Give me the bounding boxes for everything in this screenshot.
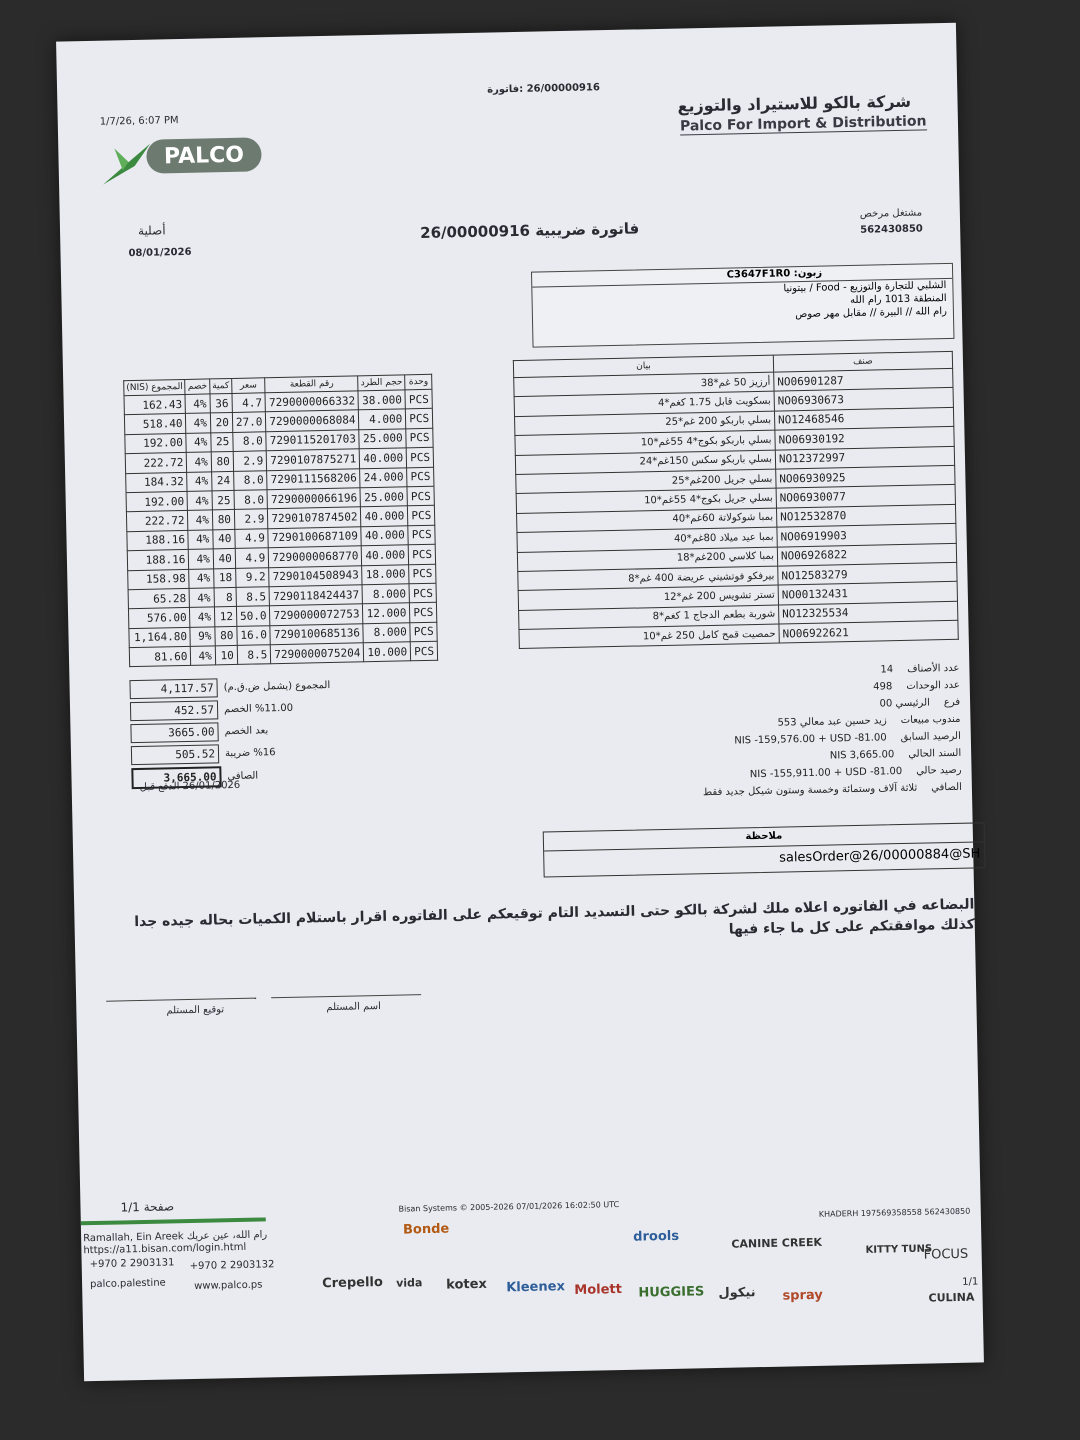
cell-item-code: NO12532870 [776, 504, 955, 527]
cell-description: تستر تشويس 200 غم*12 [518, 585, 778, 610]
totals-label: %11.00 الخصم [223, 702, 294, 716]
cell-barcode: 7290000075204 [271, 643, 364, 664]
brand-logo: drools [633, 1228, 680, 1245]
cell-pack: 10.000 [364, 642, 411, 662]
cell-total: 222.72 [126, 511, 188, 532]
cell-item-code: NO12583279 [778, 562, 957, 585]
cell-pack: 18.000 [362, 564, 409, 584]
cell-price: 4.7 [232, 393, 266, 413]
brand-logo: vida [396, 1276, 423, 1290]
footer-address: Ramallah, Ein Areek رام الله، عين عريك [83, 1229, 268, 1245]
top-invoice-ref: 26/00000916 :فاتورة [487, 82, 600, 96]
cell-description: بمبا كلاسي 200غم*18 [517, 547, 777, 572]
cell-barcode: 7290107875271 [267, 449, 360, 470]
cell-item-code: NO06930673 [774, 388, 953, 411]
cell-total: 184.32 [126, 472, 188, 493]
cell-qty: 18 [213, 568, 235, 588]
cell-barcode: 7290100685136 [270, 623, 363, 644]
cell-qty: 40 [213, 549, 235, 569]
footer-web[interactable]: www.palco.ps [194, 1279, 263, 1292]
brand-logo: نيكول [718, 1285, 756, 1301]
cell-total: 188.16 [127, 550, 189, 571]
declaration-text: البضاعه في الفاتوره اعلاه ملك لشركة بالكو حتى التسديد التام توقيعكم على الفاتوره اقرار باستلام الكميات بحاله جيده جدا كذلك موافقتكم على كل ما جاء فيها [134, 896, 975, 938]
cell-description: بسلي باربكو بكوج*4 55غم*10 [515, 430, 775, 455]
cell-disc: 4% [187, 452, 212, 472]
col-price: سعر [232, 378, 266, 394]
totals-label: بعد الخصم [224, 725, 269, 738]
cell-item-code: NO06930077 [776, 485, 955, 508]
cell-description: بسكويت قابل 1.75 كغم*4 [514, 392, 774, 417]
cell-total: 192.00 [126, 491, 188, 512]
totals-value: 3665.00 [130, 722, 218, 743]
cell-description: حمصيت قمح كامل 250 غم*10 [519, 624, 779, 649]
cell-item-code: NO12468546 [774, 407, 953, 430]
cell-qty: 80 [211, 452, 233, 472]
cell-price: 4.9 [235, 548, 269, 568]
notes-value: salesOrder@26/00000884@SH [778, 846, 981, 866]
cell-disc: 4% [191, 646, 216, 666]
invoice-date: 08/01/2026 [128, 246, 192, 260]
cell-qty: 10 [215, 645, 237, 665]
cell-item-code: NO12372997 [775, 446, 954, 469]
cell-barcode: 7290000068770 [269, 546, 362, 567]
cell-unit: PCS [408, 525, 435, 545]
cell-unit: PCS [408, 506, 435, 526]
totals-label: %16 ضريبة [224, 747, 276, 760]
cell-unit: PCS [405, 389, 432, 409]
cell-qty: 36 [210, 393, 232, 413]
customer-line: الشلبي للتجارة والتوزيع - Food / بيتونيا [783, 279, 947, 295]
cell-barcode: 7290115201703 [266, 430, 359, 451]
licensed-number: 562430850 [860, 223, 923, 236]
summary-value: 498 [873, 681, 893, 693]
palco-logo: PALCO [146, 137, 262, 173]
cell-unit: PCS [408, 544, 435, 564]
footer-accent-line [81, 1217, 266, 1225]
cell-pack: 25.000 [360, 487, 407, 507]
summary-label: الصافي [931, 781, 962, 794]
cell-unit: PCS [407, 486, 434, 506]
notes-header: ملاحظة [544, 823, 984, 851]
totals-block [129, 676, 332, 792]
receiver-signature-label: توقيع المستلم [166, 1004, 225, 1017]
cell-price: 2.9 [233, 451, 267, 471]
cell-description: شوربة بطعم الدجاج 1 كغم*8 [519, 605, 779, 630]
cell-barcode: 7290000066196 [267, 488, 360, 509]
cell-unit: PCS [409, 564, 436, 584]
cell-disc: 4% [188, 530, 213, 550]
customer-code: C3647F1R0 :زبون [532, 264, 952, 288]
cell-price: 50.0 [236, 606, 270, 626]
cell-total: 576.00 [128, 608, 190, 629]
cell-disc: 4% [186, 433, 211, 453]
cell-description: بمبا شوكولاتة 60غم*40 [517, 508, 777, 533]
cell-unit: PCS [410, 622, 437, 642]
cell-item-code: NO06922621 [779, 620, 958, 643]
cell-disc: 4% [187, 471, 212, 491]
summary-value: NIS -159,576.00 + USD -81.00 [734, 732, 887, 747]
cell-description: أرزيز 50 غم*38 [514, 372, 774, 397]
print-timestamp: 1/7/26, 6:07 PM [99, 115, 179, 128]
cell-pack: 40.000 [360, 448, 407, 468]
totals-label: الصافي [227, 770, 259, 783]
invoice-paper [56, 23, 984, 1382]
user-stamp: KHADERH 197569358558 562430850 [818, 1206, 971, 1219]
cell-pack: 40.000 [361, 526, 408, 546]
cell-total: 81.60 [129, 646, 191, 667]
cell-barcode: 7290107874502 [268, 507, 361, 528]
company-name-ar: شركة بالكو للاستيراد والتوزيع [677, 91, 912, 116]
summary-value: 553 زيد حسين عبد معالي [777, 715, 887, 729]
cell-item-code: NO12325534 [778, 601, 957, 624]
cell-description: بسلي جريل بكوج*4 55غم*10 [516, 488, 776, 513]
cell-pack: 40.000 [361, 506, 408, 526]
summary-label: رصيد حالي [916, 764, 962, 777]
cell-unit: PCS [409, 583, 436, 603]
totals-row [131, 742, 332, 765]
cell-pack: 4.000 [359, 409, 406, 429]
summary-value: NIS -155,911.00 + USD -81.00 [749, 766, 903, 781]
cell-disc: 4% [189, 568, 214, 588]
col-discount: خصم [185, 379, 210, 395]
licensed-label: مشتغل مرخص [859, 207, 923, 220]
cell-unit: PCS [407, 467, 434, 487]
cell-total: 162.43 [124, 394, 186, 415]
brand-logo: Molett [574, 1281, 623, 1298]
cell-barcode: 7290000068084 [266, 410, 359, 431]
brand-logo: Bonde [402, 1221, 450, 1238]
cell-disc: 9% [190, 627, 215, 647]
items-table [123, 374, 438, 668]
summary-value: ثلاثة آلاف وستمائة وخمسة وستون شيكل جديد فقط [702, 782, 918, 799]
cell-qty: 25 [212, 490, 234, 510]
cell-disc: 4% [190, 588, 215, 608]
col-item-code: صنف [773, 351, 952, 372]
cell-unit: PCS [406, 409, 433, 429]
cell-price: 8.0 [233, 432, 267, 452]
brand-logo: kotex [446, 1276, 488, 1293]
totals-value: 505.52 [131, 744, 219, 765]
cell-price: 4.9 [235, 528, 269, 548]
description-table [513, 351, 959, 650]
cell-total: 65.28 [128, 588, 190, 609]
cell-total: 1,164.80 [129, 627, 191, 648]
cell-pack: 8.000 [362, 584, 409, 604]
cell-pack: 24.000 [360, 467, 407, 487]
cell-disc: 4% [188, 491, 213, 511]
customer-box [531, 263, 954, 348]
cell-total: 518.40 [124, 414, 186, 435]
cell-price: 8.0 [234, 490, 268, 510]
cell-disc: 4% [190, 607, 215, 627]
footer-url[interactable]: https://a11.bisan.com/login.html [83, 1241, 247, 1257]
summary-label: مندوب مبيعات [900, 713, 961, 727]
cell-total: 192.00 [125, 433, 187, 454]
summary-label: السند الحالي [908, 747, 962, 760]
company-name-en: Palco For Import & Distribution [679, 113, 927, 135]
cell-barcode: 7290111568206 [267, 468, 360, 489]
col-barcode: رقم القطعة [265, 376, 358, 393]
col-pack: حجم الطرد [358, 375, 405, 391]
summary-label: فرع [943, 696, 961, 709]
brand-logo: FOCUS [923, 1246, 969, 1263]
brand-logo: HUGGIES [638, 1284, 705, 1301]
cell-item-code: NO06930192 [775, 427, 954, 450]
cell-price: 8.5 [236, 587, 270, 607]
cell-qty: 8 [214, 587, 236, 607]
cell-total: 222.72 [125, 453, 187, 474]
totals-row [130, 720, 331, 743]
brand-logo: KITTY TUNS [865, 1243, 933, 1256]
cell-price: 8.0 [233, 470, 267, 490]
cell-unit: PCS [406, 428, 433, 448]
cell-item-code: NO06901287 [774, 368, 953, 391]
summary-label: الرصيد السابق [900, 730, 961, 744]
cell-description: بسلي باربكو 200 غم*25 [515, 411, 775, 436]
cell-qty: 25 [211, 432, 233, 452]
cell-barcode: 7290000072753 [270, 604, 363, 625]
cell-total: 158.98 [128, 569, 190, 590]
signature-line [106, 998, 256, 1002]
customer-line: المنطقة 1013 رام الله [850, 292, 947, 306]
col-total: المجموع (NIS) [124, 379, 186, 395]
footer-phone-1: +970 2 2903131 [89, 1257, 175, 1271]
page-label: صفحة 1/1 [120, 1199, 175, 1215]
brand-logo: Crepello [321, 1275, 384, 1292]
cell-description: بمبا عيد ميلاد 80غم*40 [517, 527, 777, 552]
brand-logo: CANINE CREEK [731, 1235, 823, 1251]
summary-label: عدد الوحدات [906, 679, 960, 692]
pay-due-date: 26/01/2026 الدفع قبل [139, 779, 241, 793]
summary-label: عدد الأصناف [907, 662, 960, 675]
col-description: بيان [513, 355, 773, 377]
col-qty: كمية [210, 378, 232, 393]
brand-logo: CULINA [928, 1290, 975, 1305]
cell-price: 16.0 [237, 625, 271, 645]
cell-total: 188.16 [127, 530, 189, 551]
footer-social: palco.palestine [89, 1277, 166, 1291]
name-line [271, 994, 421, 998]
page-number: 1/1 [962, 1276, 979, 1288]
customer-line: رام الله // البيرة // مقابل مهر صوص [795, 305, 948, 321]
cell-barcode: 7290118424437 [269, 585, 362, 606]
cell-item-code: NO06919903 [777, 523, 956, 546]
summary-value: NIS 3,665.00 [829, 749, 895, 762]
cell-pack: 12.000 [363, 603, 410, 623]
cell-price: 9.2 [236, 567, 270, 587]
cell-qty: 12 [214, 607, 236, 627]
brand-logo: spray [782, 1287, 823, 1304]
invoice-title: فاتورة ضريبية 26/00000916 [419, 219, 640, 242]
cell-disc: 4% [188, 510, 213, 530]
brand-logo: Kleenex [506, 1279, 566, 1296]
cell-unit: PCS [410, 603, 437, 623]
col-unit: وحدة [405, 374, 432, 390]
cell-price: 8.5 [237, 645, 271, 665]
cell-pack: 25.000 [359, 429, 406, 449]
totals-value: 4,117.57 [129, 678, 217, 699]
cell-pack: 8.000 [363, 622, 410, 642]
cell-barcode: 7290000066332 [265, 391, 358, 412]
totals-label: المجموع (يشمل ض.ق.م) [223, 679, 331, 694]
cell-qty: 80 [215, 626, 237, 646]
cell-qty: 20 [210, 413, 232, 433]
cell-description: بيرفكو فوتشيني عريضة 400 غم*8 [518, 566, 778, 591]
totals-row [130, 698, 331, 721]
cell-item-code: NO06926822 [777, 543, 956, 566]
totals-value: 452.57 [130, 700, 218, 721]
cell-barcode: 7290100687109 [268, 527, 361, 548]
cell-qty: 40 [213, 529, 235, 549]
cell-disc: 4% [189, 549, 214, 569]
cell-item-code: NO06930925 [776, 465, 955, 488]
receiver-name-label: اسم المستلم [326, 1000, 381, 1014]
cell-qty: 24 [211, 471, 233, 491]
cell-description: بسلي باربكو سكس 150غم*24 [515, 450, 775, 475]
system-stamp: Bisan Systems © 2005-2026 07/01/2026 16:02:50 UTC [398, 1200, 620, 1214]
totals-row [129, 676, 330, 699]
cell-description: بسلي جريل 200غم*25 [516, 469, 776, 494]
cell-unit: PCS [411, 641, 438, 661]
totals-value: 3,665.00 [131, 766, 221, 789]
copy-label: أصلية [137, 223, 166, 238]
cell-pack: 38.000 [358, 390, 405, 410]
footer-phone-2: +970 2 2903132 [189, 1259, 275, 1273]
cell-disc: 4% [185, 394, 210, 414]
summary-value: 00 الرئيسي [879, 697, 930, 710]
cell-pack: 40.000 [362, 545, 409, 565]
cell-barcode: 7290104508943 [269, 565, 362, 586]
cell-disc: 4% [186, 413, 211, 433]
cell-price: 27.0 [232, 412, 266, 432]
summary-value: 14 [880, 664, 894, 676]
summary-block [629, 663, 962, 806]
cell-unit: PCS [406, 447, 433, 467]
cell-qty: 80 [212, 510, 234, 530]
notes-box [543, 822, 986, 877]
cell-item-code: NO00132431 [778, 582, 957, 605]
cell-price: 2.9 [234, 509, 268, 529]
